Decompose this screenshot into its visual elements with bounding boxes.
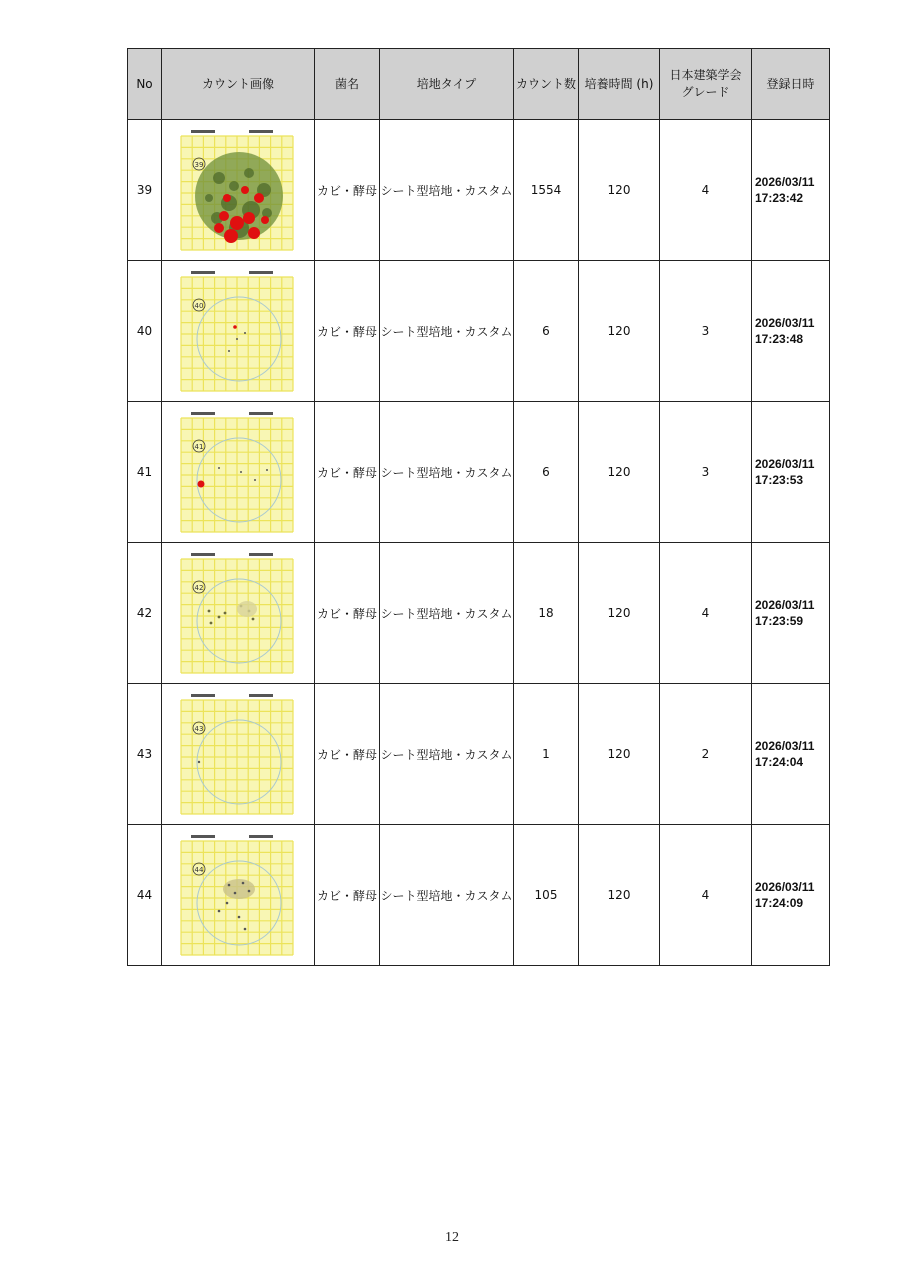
medium-type-cell: シート型培地・カスタム xyxy=(380,261,514,402)
organism-cell: カビ・酵母 xyxy=(315,402,380,543)
header-organism: 菌名 xyxy=(315,49,380,120)
no-cell: 42 xyxy=(128,543,162,684)
header-medium-type: 培地タイプ xyxy=(380,49,514,120)
registered-time: 17:23:42 xyxy=(755,191,804,205)
header-aij-grade: 日本建築学会 グレード xyxy=(660,49,752,120)
date-cell xyxy=(752,120,830,261)
plate-label: 40 xyxy=(194,302,204,310)
medium-type-cell: シート型培地・カスタム xyxy=(380,543,514,684)
no-cell: 39 xyxy=(128,120,162,261)
registered-time: 17:24:09 xyxy=(755,896,804,910)
table-row xyxy=(128,120,830,261)
registered-time: 17:23:48 xyxy=(755,332,804,346)
no-cell: 40 xyxy=(128,261,162,402)
table-row xyxy=(128,684,830,825)
image-cell xyxy=(162,120,315,261)
medium-type-cell: シート型培地・カスタム xyxy=(380,402,514,543)
culture-hours-cell: 120 xyxy=(579,825,660,966)
count-image-44 xyxy=(179,833,297,957)
date-cell xyxy=(752,684,830,825)
count-cell: 1 xyxy=(514,684,579,825)
count-image-41 xyxy=(179,410,297,534)
image-cell xyxy=(162,825,315,966)
grade-cell: 4 xyxy=(660,120,752,261)
count-cell: 18 xyxy=(514,543,579,684)
date-cell xyxy=(752,543,830,684)
date-cell xyxy=(752,825,830,966)
no-cell: 43 xyxy=(128,684,162,825)
count-cell: 6 xyxy=(514,261,579,402)
header-culture-hours: 培養時間 (h) xyxy=(579,49,660,120)
no-cell: 41 xyxy=(128,402,162,543)
table-row xyxy=(128,825,830,966)
registered-date: 2026/03/11 xyxy=(755,880,815,894)
organism-cell: カビ・酵母 xyxy=(315,684,380,825)
results-table xyxy=(127,48,830,966)
table-row xyxy=(128,402,830,543)
count-cell: 6 xyxy=(514,402,579,543)
table-row xyxy=(128,543,830,684)
image-cell xyxy=(162,543,315,684)
table-row xyxy=(128,261,830,402)
organism-cell: カビ・酵母 xyxy=(315,120,380,261)
count-image-43 xyxy=(179,692,297,816)
header-no: No xyxy=(128,49,162,120)
plate-label: 41 xyxy=(194,443,204,451)
medium-type-cell: シート型培地・カスタム xyxy=(380,684,514,825)
culture-hours-cell: 120 xyxy=(579,543,660,684)
culture-hours-cell: 120 xyxy=(579,120,660,261)
header-row xyxy=(128,49,830,120)
image-cell xyxy=(162,261,315,402)
culture-hours-cell: 120 xyxy=(579,261,660,402)
registered-date: 2026/03/11 xyxy=(755,175,815,189)
header-count-image: カウント画像 xyxy=(162,49,315,120)
grade-cell: 2 xyxy=(660,684,752,825)
registered-date: 2026/03/11 xyxy=(755,739,815,753)
organism-cell: カビ・酵母 xyxy=(315,261,380,402)
grade-cell: 4 xyxy=(660,543,752,684)
registered-time: 17:24:04 xyxy=(755,755,804,769)
registered-date: 2026/03/11 xyxy=(755,598,815,612)
plate-label: 44 xyxy=(194,866,204,874)
no-cell: 44 xyxy=(128,825,162,966)
grade-cell: 3 xyxy=(660,402,752,543)
count-image-39 xyxy=(179,128,297,252)
grade-cell: 3 xyxy=(660,261,752,402)
registered-date: 2026/03/11 xyxy=(755,316,815,330)
medium-type-cell: シート型培地・カスタム xyxy=(380,120,514,261)
organism-cell: カビ・酵母 xyxy=(315,543,380,684)
date-cell xyxy=(752,402,830,543)
plate-label: 42 xyxy=(194,584,204,592)
registered-time: 17:23:59 xyxy=(755,614,804,628)
image-cell xyxy=(162,402,315,543)
header-registered-at: 登録日時 xyxy=(752,49,830,120)
page-number: 12 xyxy=(445,1230,459,1245)
count-image-42 xyxy=(179,551,297,675)
plate-label: 39 xyxy=(194,161,204,169)
medium-type-cell: シート型培地・カスタム xyxy=(380,825,514,966)
registered-time: 17:23:53 xyxy=(755,473,804,487)
count-image-40 xyxy=(179,269,297,393)
registered-date: 2026/03/11 xyxy=(755,457,815,471)
count-cell: 105 xyxy=(514,825,579,966)
culture-hours-cell: 120 xyxy=(579,684,660,825)
culture-hours-cell: 120 xyxy=(579,402,660,543)
date-cell xyxy=(752,261,830,402)
organism-cell: カビ・酵母 xyxy=(315,825,380,966)
count-cell: 1554 xyxy=(514,120,579,261)
image-cell xyxy=(162,684,315,825)
plate-label: 43 xyxy=(194,725,204,733)
grade-cell: 4 xyxy=(660,825,752,966)
header-count: カウント数 xyxy=(514,49,579,120)
